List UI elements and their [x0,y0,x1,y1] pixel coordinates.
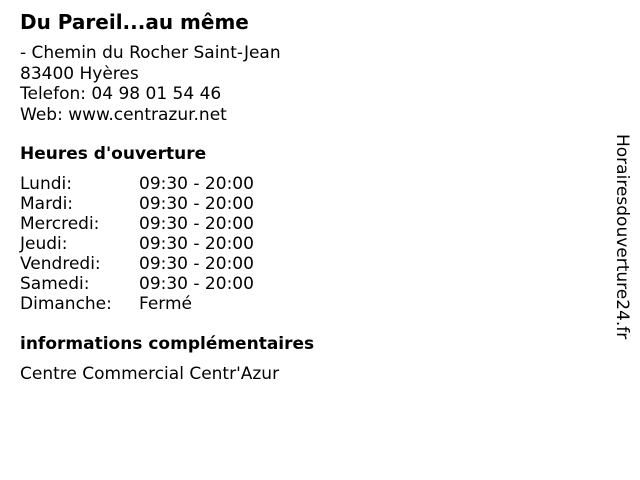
day-label: Lundi: [20,174,72,194]
opening-hours-heading: Heures d'ouverture [20,144,207,164]
hours-row-friday [20,254,340,274]
day-hours: 09:30 - 20:00 [139,174,254,194]
hours-row-tuesday [20,194,340,214]
hours-row-monday [20,174,340,194]
day-label: Mardi: [20,194,74,214]
additional-info-text: Centre Commercial Centr'Azur [20,364,280,384]
store-name: Du Pareil...au même [20,10,249,34]
hours-row-wednesday [20,214,340,234]
day-hours: 09:30 - 20:00 [139,234,254,254]
day-label: Samedi: [20,274,90,294]
opening-hours-list [20,174,340,314]
phone-number: Telefon: 04 98 01 54 46 [20,84,222,104]
day-hours: 09:30 - 20:00 [139,254,254,274]
website: Web: www.centrazur.net [20,104,227,125]
address-city: 83400 Hyères [20,63,139,84]
day-hours: 09:30 - 20:00 [139,274,254,294]
hours-row-thursday [20,234,340,254]
site-watermark [610,134,634,349]
day-label: Dimanche: [20,294,112,314]
address-street: - Chemin du Rocher Saint-Jean [20,43,281,63]
day-hours: 09:30 - 20:00 [139,214,254,234]
day-hours: Fermé [139,294,193,314]
day-label: Vendredi: [20,254,101,274]
hours-row-sunday [20,294,340,314]
day-label: Jeudi: [20,234,68,254]
hours-row-saturday [20,274,340,294]
additional-info-heading: informations complémentaires [20,334,315,354]
day-hours: 09:30 - 20:00 [139,194,254,214]
day-label: Mercredi: [20,214,100,234]
watermark-text: Horairesdouverture24.fr [612,134,632,340]
store-address-block [20,43,281,125]
